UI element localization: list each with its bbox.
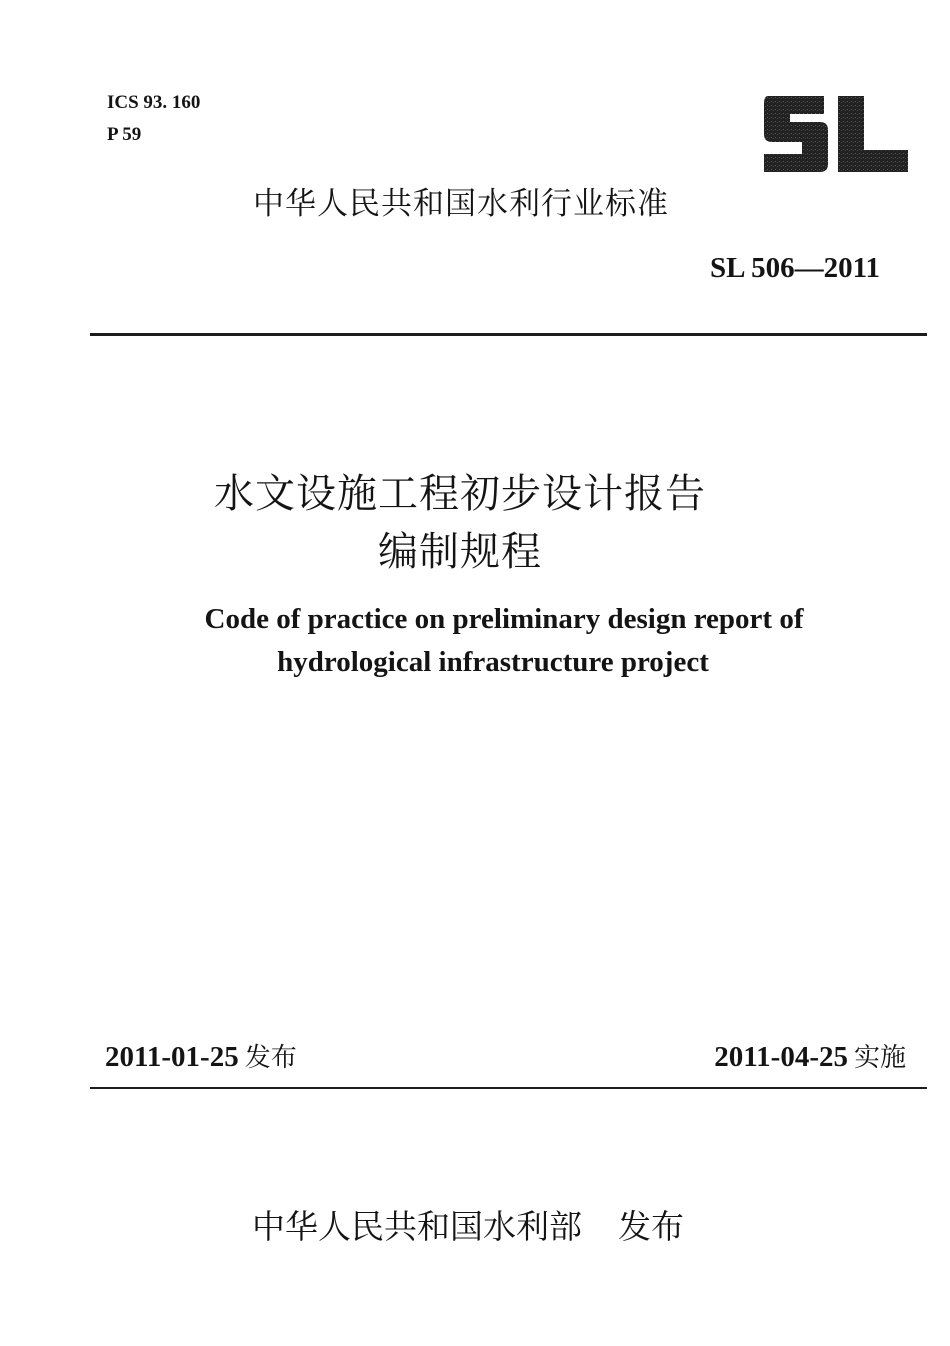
title-english-line-1: Code of practice on preliminary design report of bbox=[204, 603, 804, 635]
title-chinese-line-2: 编制规程 bbox=[378, 529, 542, 575]
title-english-line-2: hydrological infrastructure project bbox=[277, 646, 709, 678]
standard-category: 中华人民共和国水利行业标准 bbox=[253, 186, 669, 222]
implementation-date bbox=[714, 1037, 906, 1074]
top-divider bbox=[90, 333, 927, 336]
publisher-action: 发布 bbox=[618, 1207, 684, 1246]
issue-date bbox=[105, 1037, 297, 1074]
issue-date-value: 2011-01-25 bbox=[105, 1041, 239, 1073]
classification-code: P 59 bbox=[107, 124, 142, 145]
publisher bbox=[0, 1201, 950, 1248]
publisher-name: 中华人民共和国水利部 bbox=[252, 1207, 582, 1246]
sl-logo-icon bbox=[762, 96, 908, 172]
issue-date-label: 发布 bbox=[244, 1043, 297, 1073]
implementation-date-value: 2011-04-25 bbox=[714, 1041, 848, 1073]
standard-number: SL 506—2011 bbox=[709, 252, 880, 284]
implementation-date-label: 实施 bbox=[853, 1043, 906, 1073]
title-chinese-line-1: 水文设施工程初步设计报告 bbox=[214, 471, 706, 517]
bottom-divider bbox=[90, 1087, 927, 1089]
ics-code: ICS 93. 160 bbox=[107, 92, 201, 113]
